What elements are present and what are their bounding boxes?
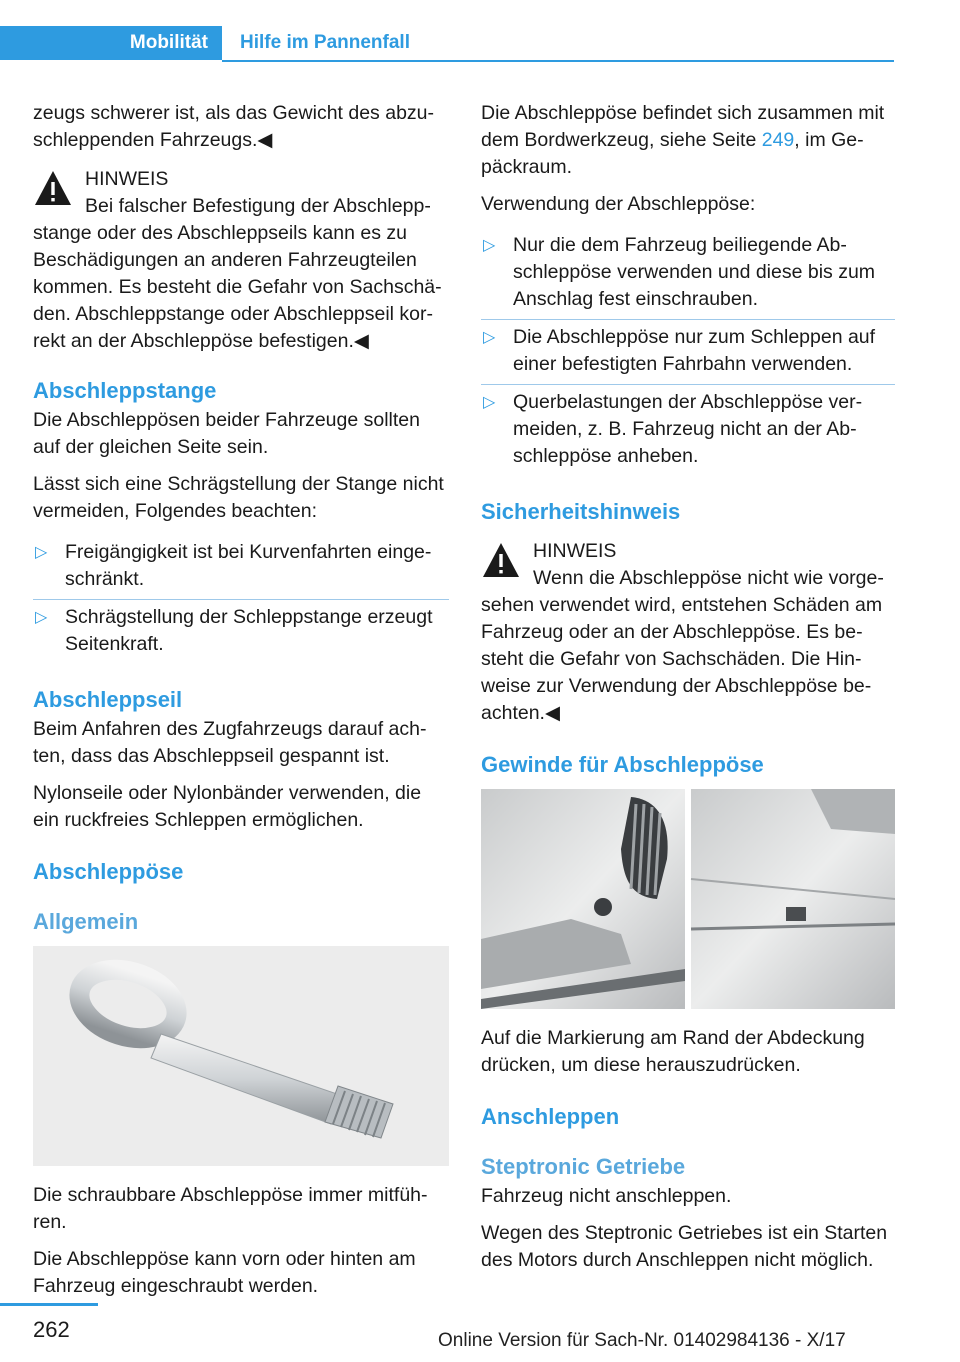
page-reference-link[interactable]: 249	[761, 129, 795, 151]
left-column	[33, 100, 449, 1310]
warning-note	[33, 166, 449, 355]
warning-note	[481, 538, 895, 727]
towing-eye-illustration	[33, 946, 449, 1166]
warning-triangle-icon	[33, 168, 73, 208]
online-version-text: Online Version für Sach-Nr. 01402984136 - X/17	[438, 1330, 846, 1351]
heading-abschleppoese: Abschleppöse	[33, 859, 184, 884]
intro-text: zeugs schwerer ist, als das Gewicht des abzuschleppenden Fahrzeugs.◀	[33, 102, 435, 151]
header-tabbar	[0, 0, 960, 62]
bullet-arrow-icon: ▷	[483, 394, 496, 411]
footer-rule	[0, 1303, 98, 1306]
paragraph: Beim Anfahren des Zugfahrzeugs darauf achten, dass das Abschleppseil gespannt ist.	[33, 718, 427, 767]
list-item-text: Nur die dem Fahrzeug beiliegende Abschleppöse verwenden und diese bis zum Anschlag fest einschrauben.	[513, 234, 876, 310]
list-item-text: Die Abschleppöse nur zum Schleppen auf einer befestigten Fahrbahn verwenden.	[513, 326, 876, 375]
warning-text: Bei falscher Befestigung der Abschleppstange oder des Abschleppseils kann es zu Beschädigungen an anderen Fahrzeugteilen kommen. Es besteht die Gefahr von Sachschäden. Abschleppstange oder Abschleppseil korrekt an der Abschleppöse befestigen.◀	[33, 195, 442, 352]
paragraph: Fahrzeug nicht anschleppen.	[481, 1185, 732, 1207]
text-span: Die Abschleppöse befindet sich zusammen mit dem Bordwerkzeug, siehe Seite	[481, 102, 885, 151]
list-item-text: Freigängigkeit ist bei Kurvenfahrten eingeschränkt.	[65, 541, 432, 590]
page-number: 262	[33, 1317, 70, 1342]
paragraph: Lässt sich eine Schrägstellung der Stange nicht vermeiden, Folgendes beachten:	[33, 473, 444, 522]
warning-label: HINWEIS	[85, 168, 169, 190]
list-item-text: Querbelastungen der Abschleppöse vermeiden, z. B. Fahrzeug nicht an der Abschleppöse anheben.	[513, 391, 863, 467]
text-span: , im Gepäckraum.	[481, 129, 864, 178]
paragraph: Die Abschleppöse kann vorn oder hinten am Fahrzeug eingeschraubt werden.	[33, 1248, 416, 1297]
list-item	[481, 320, 895, 385]
bullet-arrow-icon: ▷	[35, 609, 48, 626]
bullet-list	[33, 535, 449, 664]
paragraph: Nylonseile oder Nylonbänder verwenden, die ein ruckfreies Schleppen ermöglichen.	[33, 782, 422, 831]
heading-abschleppstange: Abschleppstange	[33, 378, 217, 403]
list-item	[33, 600, 449, 664]
bullet-arrow-icon: ▷	[35, 544, 48, 561]
warning-triangle-icon	[481, 540, 521, 580]
bumper-illustration	[481, 789, 895, 1009]
warning-label: HINWEIS	[533, 540, 617, 562]
paragraph: Die schraubbare Abschleppöse immer mitführen.	[33, 1184, 428, 1233]
bullet-arrow-icon: ▷	[483, 329, 496, 346]
heading-anschleppen: Anschleppen	[481, 1104, 620, 1129]
heading-gewinde: Gewinde für Abschleppöse	[481, 752, 764, 777]
right-column	[481, 100, 895, 1284]
paragraph: Wegen des Steptronic Getriebes ist ein Starten des Motors durch Anschleppen nicht möglich.	[481, 1222, 888, 1271]
header-rule	[222, 60, 894, 62]
paragraph: Auf die Markierung am Rand der Abdeckung drücken, um diese herauszudrücken.	[481, 1027, 865, 1076]
list-item	[481, 228, 895, 320]
bullet-list	[481, 228, 895, 476]
heading-allgemein: Allgemein	[33, 909, 139, 934]
paragraph: Verwendung der Abschleppöse:	[481, 193, 756, 215]
heading-steptronic: Steptronic Getriebe	[481, 1154, 686, 1179]
section-tab: Mobilität	[0, 26, 222, 60]
chapter-tab: Hilfe im Pannenfall	[240, 32, 410, 53]
towing-eye-figure	[33, 946, 449, 1166]
paragraph: Die Abschleppösen beider Fahrzeuge sollten auf der gleichen Seite sein.	[33, 409, 421, 458]
warning-text: Wenn die Abschleppöse nicht wie vorgesehen verwendet wird, entstehen Schäden am Fahrzeug oder an der Abschleppöse. Es besteht die Gefahr von Sachschäden. Die Hinweise zur Verwendung der Abschleppöse beachten.◀	[481, 567, 884, 724]
list-item-text: Schrägstellung der Schleppstange erzeugt Seitenkraft.	[65, 606, 433, 655]
paragraph-location	[481, 100, 895, 181]
heading-sicherheitshinweis: Sicherheitshinweis	[481, 499, 681, 524]
heading-abschleppseil: Abschleppseil	[33, 687, 183, 712]
list-item	[33, 535, 449, 600]
bumper-photo	[481, 789, 895, 1009]
list-item	[481, 385, 895, 476]
bullet-arrow-icon: ▷	[483, 237, 496, 254]
